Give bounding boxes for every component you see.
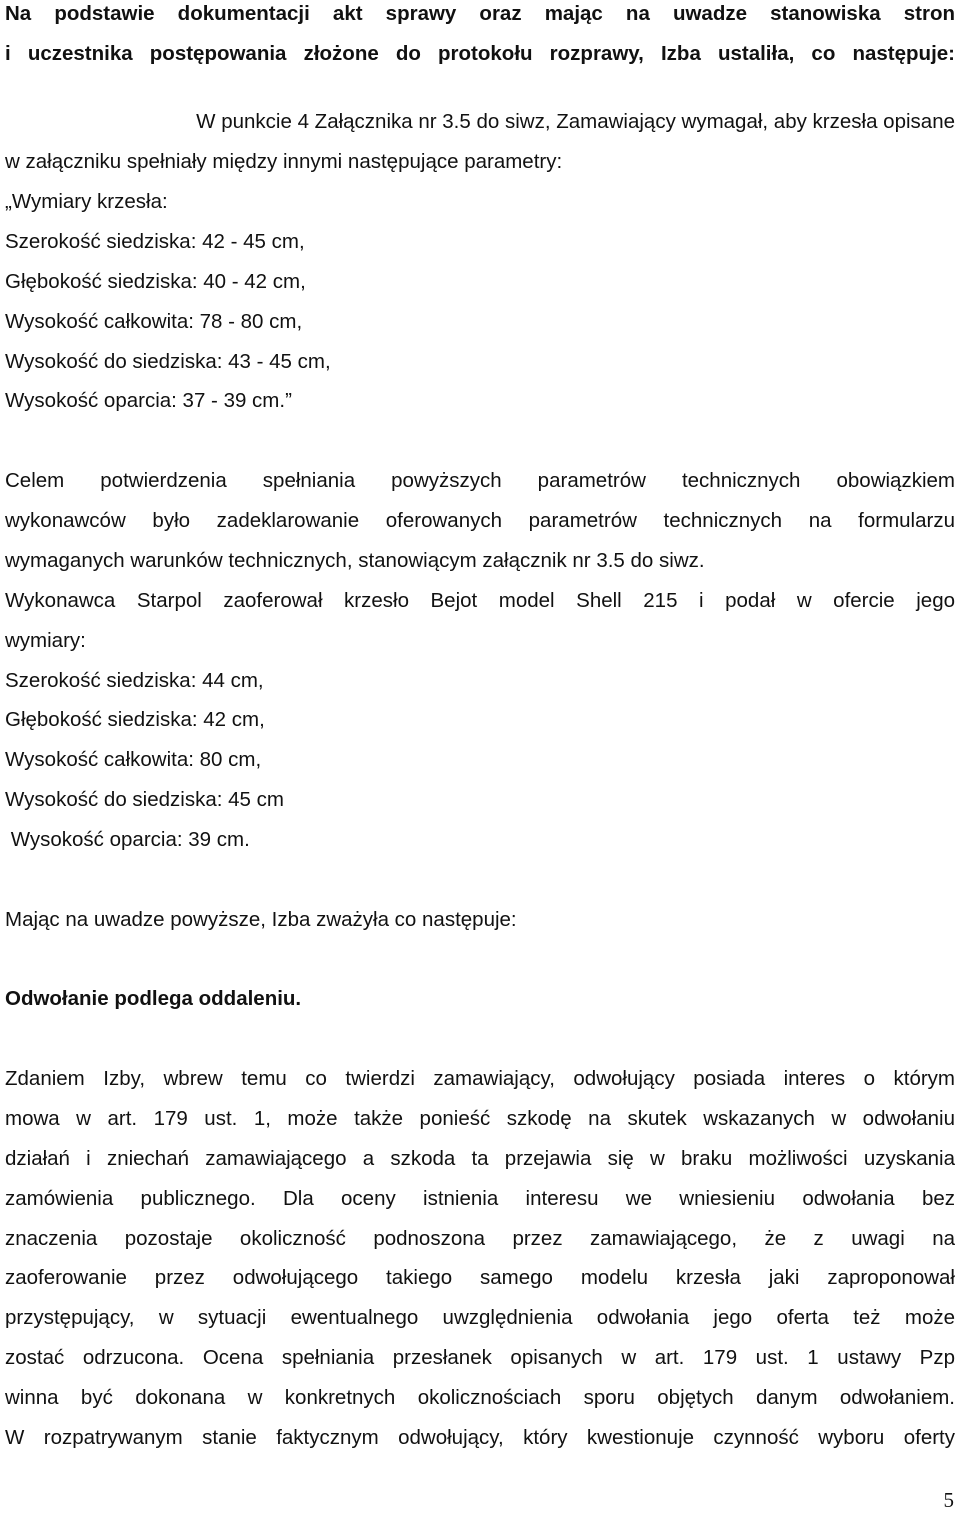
reasoning-line: znaczenia pozostaje okoliczność podnoszona przez zamawiającego, że z uwagi na	[5, 1227, 955, 1250]
reasoning-line: W rozpatrywanym stanie faktycznym odwołujący, który kwestionuje czynność wyboru oferty	[5, 1426, 955, 1449]
reasoning-line: Zdaniem Izby, wbrew temu co twierdzi zamawiający, odwołujący posiada interes o którym	[5, 1067, 955, 1090]
requirements-line: Głębokość siedziska: 40 - 42 cm,	[5, 270, 306, 293]
reasoning-line: zamówienia publicznego. Dla oceny istnienia interesu we wniesieniu odwołania bez	[5, 1187, 955, 1210]
consideration-line: Mając na uwadze powyższe, Izba zważyła co następuje:	[5, 908, 517, 931]
page-number: 5	[943, 1488, 954, 1512]
requirements-line: Szerokość siedziska: 42 - 45 cm,	[5, 230, 305, 253]
confirmation-line: Wykonawca Starpol zaoferował krzesło Bejot model Shell 215 i podał w ofercie jego	[5, 589, 955, 612]
confirmation-line: wykonawców było zadeklarowanie oferowanych parametrów technicznych na formularzu	[5, 509, 955, 532]
confirmation-line: Szerokość siedziska: 44 cm,	[5, 669, 264, 692]
intro-line: Na podstawie dokumentacji akt sprawy oraz mając na uwadze stanowiska stron	[5, 2, 955, 25]
reasoning-line: przystępujący, w sytuacji ewentualnego uwzględnienia odwołania jego oferta też może	[5, 1306, 955, 1329]
confirmation-line: Wysokość całkowita: 80 cm,	[5, 748, 262, 771]
intro-line: i uczestnika postępowania złożone do protokołu rozprawy, Izba ustaliła, co następuje:	[5, 42, 955, 65]
confirmation-line: wymiary:	[5, 629, 86, 652]
reasoning-line: zostać odrzucona. Ocena spełniania przesłanek opisanych w art. 179 ust. 1 ustawy Pzp	[5, 1346, 955, 1369]
confirmation-line: Wysokość oparcia: 39 cm.	[5, 828, 250, 851]
reasoning-line: winna być dokonana w konkretnych okolicznościach sporu objętych danym odwołaniem.	[5, 1386, 955, 1409]
confirmation-line: Wysokość do siedziska: 45 cm	[5, 788, 284, 811]
requirements-line: W punkcie 4 Załącznika nr 3.5 do siwz, Zamawiający wymagał, aby krzesła opisane	[196, 110, 955, 133]
reasoning-line: zaoferowanie przez odwołującego takiego samego modelu krzesła jaki zaproponował	[5, 1266, 955, 1289]
requirements-line: Wysokość do siedziska: 43 - 45 cm,	[5, 350, 331, 373]
requirements-line: „Wymiary krzesła:	[5, 190, 168, 213]
requirements-line: Wysokość całkowita: 78 - 80 cm,	[5, 310, 303, 333]
confirmation-line: wymaganych warunków technicznych, stanowiącym załącznik nr 3.5 do siwz.	[5, 549, 705, 572]
reasoning-line: działań i zniechań zamawiającego a szkoda ta przejawia się w braku możliwości uzyskania	[5, 1147, 955, 1170]
reasoning-line: mowa w art. 179 ust. 1, może także ponieść szkodę na skutek wskazanych w odwołaniu	[5, 1107, 955, 1130]
verdict-heading: Odwołanie podlega oddaleniu.	[5, 987, 302, 1010]
requirements-line: Wysokość oparcia: 37 - 39 cm.”	[5, 389, 292, 412]
confirmation-line: Głębokość siedziska: 42 cm,	[5, 708, 265, 731]
requirements-line: w załączniku spełniały między innymi następujące parametry:	[5, 150, 563, 173]
confirmation-line: Celem potwierdzenia spełniania powyższych parametrów technicznych obowiązkiem	[5, 469, 955, 492]
